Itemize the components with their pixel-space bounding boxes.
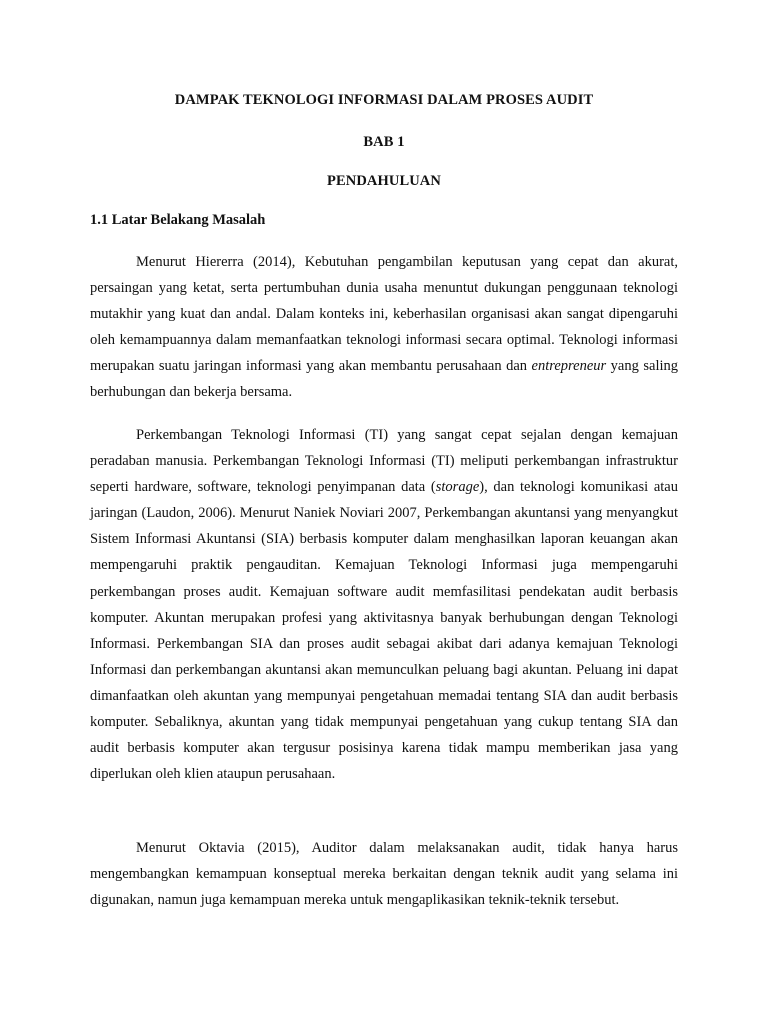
paragraph-3-text: Menurut Oktavia (2015), Auditor dalam melaksanakan audit, tidak hanya harus mengembangkan kemampuan konseptual mereka berkaitan dengan teknik audit yang selama ini digunakan, namun juga kemampuan mereka untuk mengaplikasikan teknik-teknik tersebut. bbox=[90, 840, 678, 909]
paragraph-1-italic-term: entrepreneur bbox=[531, 358, 607, 375]
paragraph-1-text: Menurut Hiererra (2014), Kebutuhan pengambilan keputusan yang cepat dan akurat, persaingan yang ketat, serta pertumbuhan dunia usaha menuntut dukungan penggunaan teknologi mutakhir yang kuat dan andal. Dalam konteks ini, keberhasilan organisasi akan sangat dipengaruhi oleh kemampuannya dalam memanfaatkan teknologi informasi secara optimal. Teknologi informasi merupakan suatu jaringan informasi yang akan membantu perusahaan dan bbox=[90, 254, 678, 375]
chapter-number: BAB 1 bbox=[363, 134, 405, 150]
paragraph-2-text-end: ), dan teknologi komunikasi atau jaringan (Laudon, 2006). Menurut Naniek Noviari 2007, Perkembangan akuntansi yang menyangkut Sistem Informasi Akuntansi (SIA) berbasis komputer dalam menghasilkan laporan keuangan akan mempengaruhi praktik pengauditan. Kemajuan Teknologi Informasi juga mempengaruhi perkembangan proses audit. Kemajuan software audit memfasilitasi pendekatan audit berbasis komputer. Akuntan merupakan profesi yang aktivitasnya banyak berhubungan dengan Teknologi Informasi. Perkembangan SIA dan proses audit sebagai akibat dari adanya kemajuan Teknologi Informasi dan perkembangan akuntansi akan memunculkan peluang bagi akuntan. Peluang ini dapat dimanfaatkan oleh akuntan yang mempunyai pengetahuan memadai tentang SIA dan audit berbasis komputer. Sebaliknya, akuntan yang tidak mempunyai pengetahuan yang cukup tentang SIA dan audit berbasis komputer akan tergusur posisinya karena tidak mampu memberikan jasa yang diperlukan oleh klien ataupun perusahaan. bbox=[90, 479, 678, 783]
paragraph-1-text-end: yang saling berhubungan dan bekerja bersama. bbox=[90, 358, 678, 401]
paragraph-2-text: Perkembangan Teknologi Informasi (TI) yang sangat cepat sejalan dengan kemajuan peradaban manusia. Perkembangan Teknologi Informasi (TI) meliputi perkembangan infrastruktur seperti hardware, software, teknologi penyimpanan data ( bbox=[90, 427, 678, 496]
document-title: DAMPAK TEKNOLOGI INFORMASI DALAM PROSES AUDIT bbox=[174, 92, 594, 108]
chapter-title: PENDAHULUAN bbox=[327, 173, 441, 189]
paragraph-1 bbox=[90, 249, 678, 406]
paragraph-2 bbox=[90, 422, 678, 787]
section-heading: 1.1 Latar Belakang Masalah bbox=[90, 212, 266, 228]
paragraph-2-italic-term: storage bbox=[435, 479, 480, 496]
paragraph-3 bbox=[90, 835, 678, 913]
